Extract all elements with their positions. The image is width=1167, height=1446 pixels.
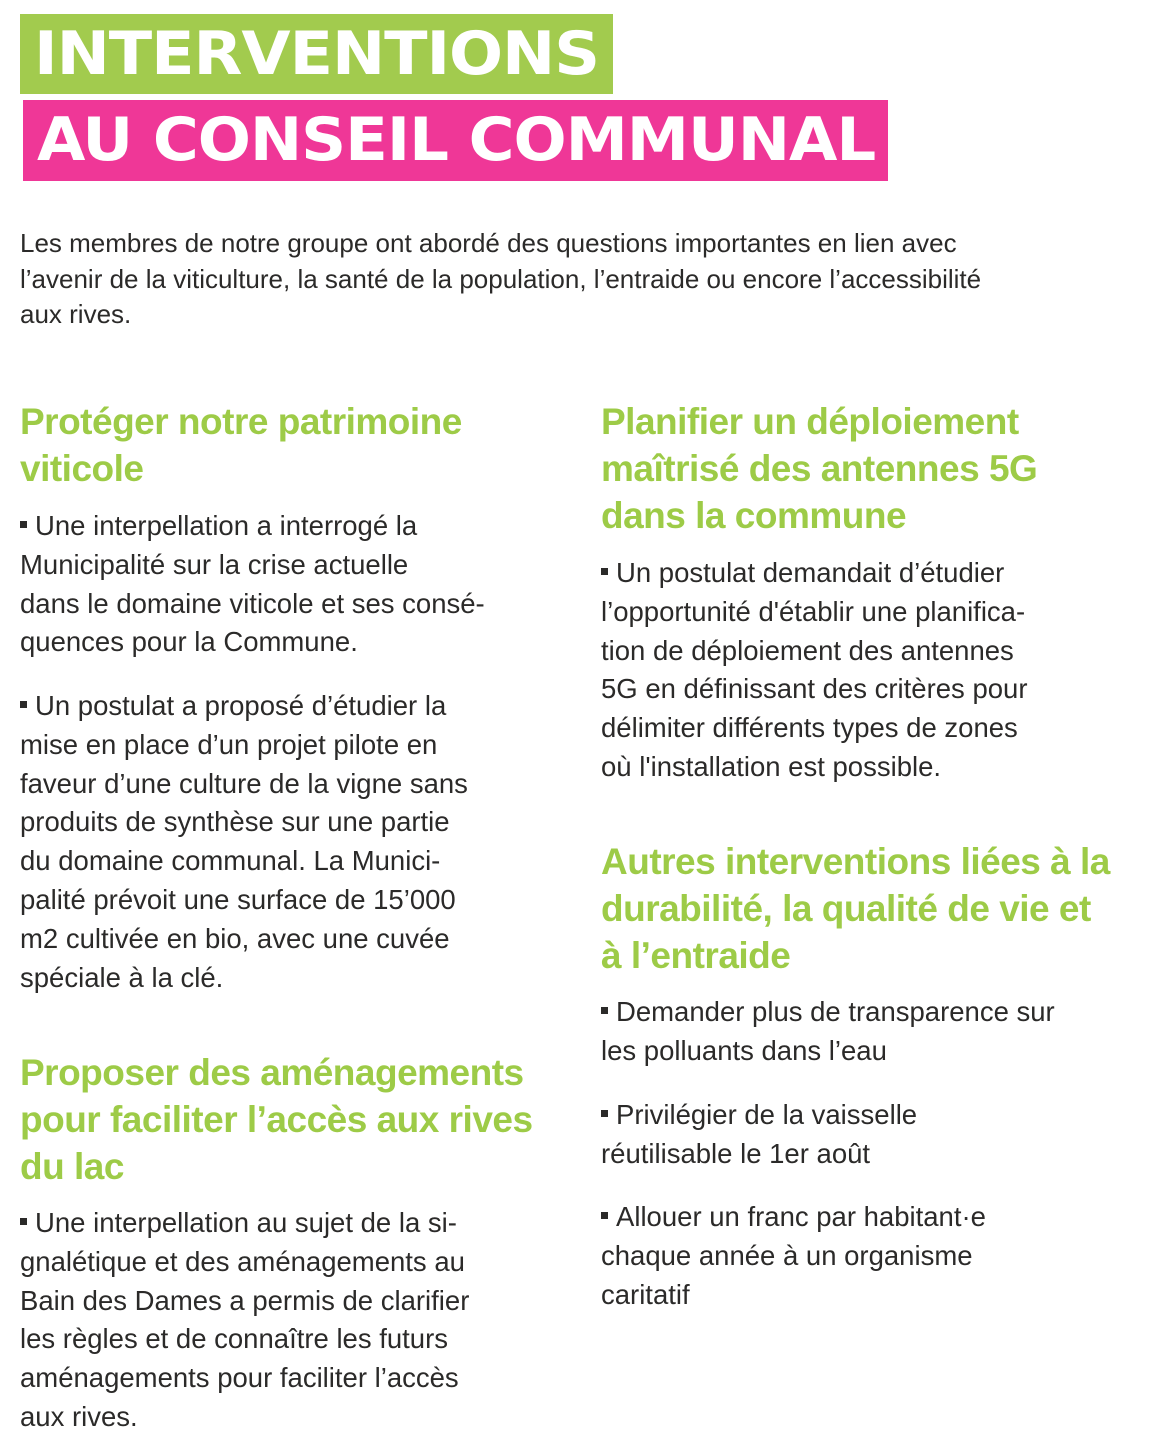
text-line: [20, 1204, 469, 1243]
text-line: [601, 593, 1027, 632]
text-line-content: dans la commune: [601, 495, 907, 536]
text-line-content: à l’entraide: [601, 935, 791, 976]
text-line: [20, 1049, 533, 1096]
text-line-content: caritatif: [601, 1278, 690, 1310]
text-line: [20, 507, 485, 546]
text-line: [20, 445, 462, 492]
bullet-icon: [601, 1212, 608, 1219]
text-line-content: maîtrisé des antennes 5G: [601, 448, 1038, 489]
paragraph-polluants: [601, 993, 1055, 1071]
text-line: [601, 492, 1037, 539]
text-line: [20, 297, 1160, 333]
text-line: [601, 932, 1110, 979]
text-line-content: aux rives.: [20, 1400, 138, 1432]
text-line: [20, 842, 468, 881]
text-line-content: produits de synthèse sur une partie: [20, 806, 450, 838]
text-line: [20, 1282, 469, 1321]
text-line-content: Un postulat demandait d’étudier: [616, 557, 1005, 588]
text-line: [20, 1359, 469, 1398]
text-line-content: délimiter différents types de zones: [601, 712, 1018, 744]
text-line: [20, 1096, 533, 1143]
text-line-content: m2 cultivée en bio, avec une cuvée: [20, 922, 450, 954]
paragraph-postulat-bio: [20, 687, 468, 997]
title-line-1: INTERVENTIONS: [34, 19, 599, 89]
text-line-content: dans le domaine viticole et ses consé-: [20, 587, 485, 619]
text-line: [20, 803, 468, 842]
text-line: [601, 445, 1037, 492]
title-banner-green: [20, 14, 613, 94]
heading-acces-rives: [20, 1049, 533, 1190]
text-line-content: gnalétique et des aménagements au: [20, 1245, 465, 1277]
text-line: [601, 398, 1037, 445]
text-line: [20, 1398, 469, 1437]
text-line: [601, 670, 1027, 709]
text-line-content: Municipalité sur la crise actuelle: [20, 548, 409, 580]
heading-antennes-5g: [601, 398, 1037, 539]
paragraph-bain-des-dames: [20, 1204, 469, 1437]
text-line-content: du lac: [20, 1146, 124, 1187]
text-line-content: les polluants dans l’eau: [601, 1034, 887, 1066]
text-line: [601, 1198, 986, 1237]
text-line-content: chaque année à un organisme: [601, 1239, 973, 1271]
text-line: [20, 398, 462, 445]
text-line-content: Allouer un franc par habitant·e: [616, 1201, 986, 1232]
text-line: [601, 1096, 917, 1135]
text-line-content: faveur d’une culture de la vigne sans: [20, 767, 468, 799]
text-line-content: Bain des Dames a permis de clarifier: [20, 1284, 470, 1316]
text-line: [20, 1243, 469, 1282]
text-line: [601, 748, 1027, 787]
text-line-content: Demander plus de transparence sur: [616, 996, 1055, 1027]
text-line-content: Proposer des aménagements: [20, 1052, 524, 1093]
text-line-content: Privilégier de la vaisselle: [616, 1099, 918, 1130]
text-line-content: aménagements pour faciliter l’accès: [20, 1362, 459, 1394]
bullet-icon: [20, 521, 27, 528]
text-line-content: du domaine communal. La Munici-: [20, 845, 441, 877]
title-line-2: AU CONSEIL COMMUNAL: [37, 105, 876, 175]
heading-patrimoine-viticole: [20, 398, 462, 492]
text-line-content: mise en place d’un projet pilote en: [20, 728, 438, 760]
text-line-content: viticole: [20, 448, 144, 489]
text-line-content: où l'installation est possible.: [601, 750, 942, 782]
text-line-content: aux rives.: [20, 299, 132, 329]
text-line-content: Les membres de notre groupe ont abordé des questions importantes en lien avec: [20, 228, 957, 258]
paragraph-interpellation-viticole: [20, 507, 485, 662]
text-line: [20, 623, 485, 662]
text-line-content: Une interpellation a interrogé la: [35, 510, 418, 541]
bullet-icon: [601, 1110, 608, 1117]
heading-autres-interventions: [601, 838, 1110, 979]
text-line-content: Protéger notre patrimoine: [20, 401, 462, 442]
text-line-content: durabilité, la qualité de vie et: [601, 888, 1091, 929]
text-line-content: réutilisable le 1er août: [601, 1137, 871, 1169]
text-line-content: palité prévoit une surface de 15’000: [20, 883, 456, 915]
text-line: [601, 1135, 917, 1174]
text-line: [601, 1032, 1055, 1071]
text-line: [20, 959, 468, 998]
text-line-content: Planifier un déploiement: [601, 401, 1019, 442]
bullet-icon: [601, 1007, 608, 1014]
text-line-content: Un postulat a proposé d’étudier la: [35, 690, 447, 721]
text-line-content: spéciale à la clé.: [20, 961, 224, 993]
text-line: [601, 1237, 986, 1276]
text-line-content: tion de déploiement des antennes: [601, 634, 1014, 666]
text-line: [20, 585, 485, 624]
text-line: [20, 765, 468, 804]
text-line: [20, 546, 485, 585]
bullet-icon: [20, 701, 27, 708]
text-line: [20, 262, 1160, 298]
text-line-content: 5G en définissant des critères pour: [601, 673, 1028, 705]
text-line-content: l’opportunité d'établir une planifica-: [601, 595, 1026, 627]
paragraph-postulat-5g: [601, 554, 1027, 787]
text-line: [601, 885, 1110, 932]
text-line: [601, 709, 1027, 748]
text-line: [20, 881, 468, 920]
text-line-content: pour faciliter l’accès aux rives: [20, 1099, 533, 1140]
bullet-icon: [601, 568, 608, 575]
text-line-content: Autres interventions liées à la: [601, 841, 1110, 882]
text-line: [20, 1143, 533, 1190]
title-banner-pink: [23, 100, 888, 181]
paragraph-franc-habitant: [601, 1198, 986, 1314]
text-line: [601, 993, 1055, 1032]
text-line-content: l’avenir de la viticulture, la santé de la population, l’entraide ou encore l’accessibilité: [20, 263, 982, 294]
text-line: [20, 726, 468, 765]
text-line: [20, 687, 468, 726]
text-line: [601, 838, 1110, 885]
text-line: [20, 920, 468, 959]
text-line: [20, 226, 1160, 262]
text-line: [20, 1320, 469, 1359]
text-line: [601, 554, 1027, 593]
text-line-content: Une interpellation au sujet de la si-: [35, 1207, 457, 1238]
bullet-icon: [20, 1218, 27, 1225]
text-line: [601, 1276, 986, 1315]
text-line-content: les règles et de connaître les futurs: [20, 1323, 449, 1355]
text-line: [601, 632, 1027, 671]
text-line-content: quences pour la Commune.: [20, 626, 358, 658]
paragraph-vaisselle: [601, 1096, 917, 1174]
intro-paragraph: [20, 226, 1160, 333]
